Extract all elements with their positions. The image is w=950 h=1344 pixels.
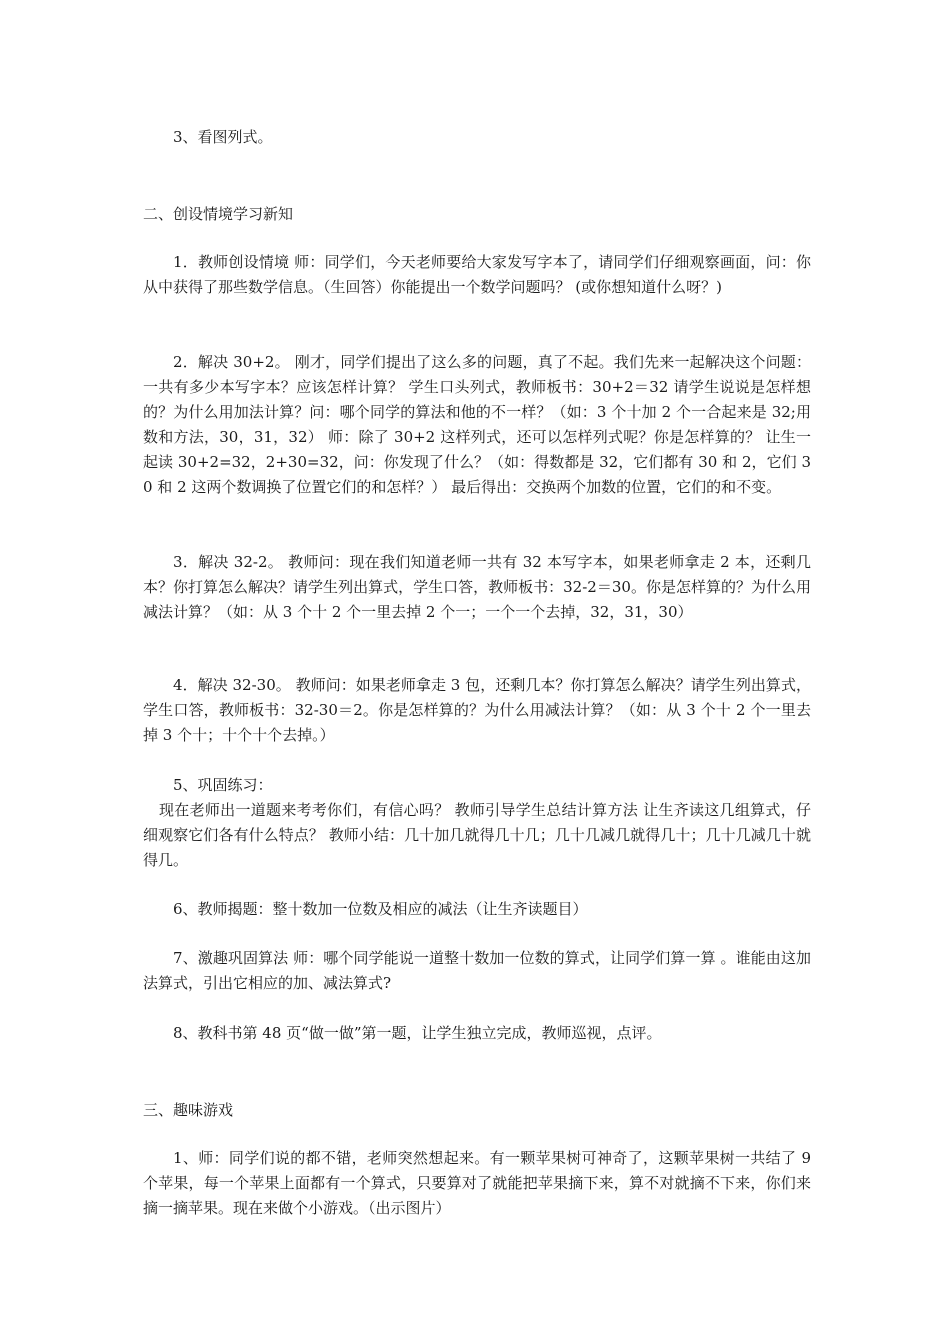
section-heading-2: 二、创设情境学习新知 — [143, 205, 294, 223]
paragraph-step-8: 8、教科书第 48 页“做一做”第一题，让学生独立完成，教师巡视，点评。 — [173, 1024, 662, 1042]
paragraph-step-7: 7、激趣巩固算法 师：哪个同学能说一道整十数加一位数的算式，让同学们算一算 。谁能由这加法算式，引出它相应的加、减法算式? — [143, 949, 811, 992]
paragraph-step-2: 2．解决 30+2。 刚才，同学们提出了这么多的问题，真了不起。我们先来一起解决这个问题：一共有多少本写字本？应该怎样计算？ 学生口头列式，教师板书：30+2＝32 请学生说说是怎样想的？为什么用加法计算？问：哪个同学的算法和他的不一样？（如：3 个十加 2 个一合起来是 32;用数和方法，30，31，32） 师：除了 30+2 这样列式，还可以怎样列式呢？你是怎样算的？ 让生一起读 30+2=32，2+30=32，问：你发现了什么？（如：得数都是 32，它们都有 30 和 2，它们 30 和 2 这两个数调换了位置它们的和怎样？） 最后得出：交换两个加数的位置，它们的和不变。 — [143, 353, 811, 496]
paragraph-game: 1、师：同学们说的都不错，老师突然想起来。有一颗苹果树可神奇了，这颗苹果树一共结了 9 个苹果，每一个苹果上面都有一个算式，只要算对了就能把苹果摘下来，算不对就摘不下来，你们来摘一摘苹果。现在来做个小游戏。（出示图片） — [143, 1149, 811, 1217]
paragraph-step-1: 1．教师创设情境 师：同学们，今天老师要给大家发写字本了，请同学们仔细观察画面，问：你从中获得了那些数学信息。（生回答）你能提出一个数学问题吗？ (或你想知道什么呀？) — [143, 253, 811, 296]
paragraph-step-6: 6、教师揭题：整十数加一位数及相应的减法（让生齐读题目） — [173, 900, 588, 918]
paragraph-practice: 现在老师出一道题来考考你们，有信心吗？ 教师引导学生总结计算方法 让生齐读这几组算式，仔细观察它们各有什么特点？ 教师小结：几十加几就得几十几；几十几减几就得几十；几十几减几十就得几。 — [143, 801, 811, 869]
practice-heading: 5、巩固练习： — [173, 776, 273, 794]
section-heading-3: 三、趣味游戏 — [143, 1101, 234, 1119]
paragraph-step-4: 4．解决 32-30。 教师问：如果老师拿走 3 包，还剩几本？你打算怎么解决？请学生列出算式，学生口答，教师板书：32-30＝2。你是怎样算的？为什么用减法计算？（如：从 3 个十 2 个一里去掉 3 个十；十个十个去掉。） — [143, 676, 811, 744]
paragraph-step-3: 3．解决 32-2。 教师问：现在我们知道老师一共有 32 本写字本，如果老师拿走 2 本，还剩几本？你打算怎么解决？请学生列出算式，学生口答，教师板书：32-2＝30。你是怎样算的？为什么用减法计算？（如：从 3 个十 2 个一里去掉 2 个一；一个一个去掉，32，31，30） — [143, 553, 811, 621]
item-3-see-picture: 3、看图列式。 — [173, 128, 273, 146]
